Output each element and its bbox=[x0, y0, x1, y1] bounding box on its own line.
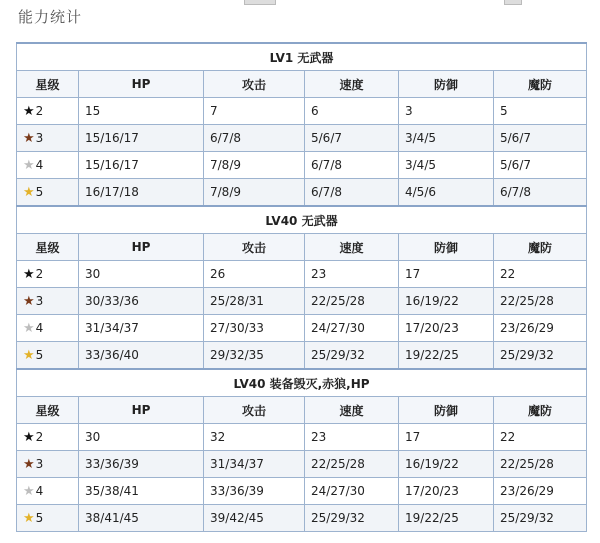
stat-cell-res: 23/26/29 bbox=[494, 315, 587, 342]
stat-cell-spd: 25/29/32 bbox=[305, 505, 399, 532]
stat-cell-hp: 15/16/17 bbox=[79, 125, 204, 152]
page-title: 能力统计 bbox=[18, 8, 83, 26]
column-header: 星级 bbox=[17, 71, 79, 98]
stat-cell-res: 23/26/29 bbox=[494, 478, 587, 505]
stat-cell-spd: 22/25/28 bbox=[305, 451, 399, 478]
top-edge-mark-right bbox=[504, 0, 522, 5]
star-rank-value: 5 bbox=[35, 347, 44, 362]
star-rank-cell bbox=[17, 342, 79, 370]
star-icon: ★ bbox=[23, 157, 35, 173]
star-rank-value: 3 bbox=[35, 130, 44, 145]
stat-cell-spd: 6/7/8 bbox=[305, 179, 399, 207]
column-header: 攻击 bbox=[204, 71, 305, 98]
star-rank-value: 2 bbox=[35, 266, 44, 281]
top-edge-mark-left bbox=[244, 0, 276, 5]
section-header-row bbox=[17, 43, 587, 71]
star-rank-cell bbox=[17, 125, 79, 152]
column-header: 速度 bbox=[305, 397, 399, 424]
column-header: 星级 bbox=[17, 234, 79, 261]
star-rank-cell bbox=[17, 261, 79, 288]
stat-cell-def: 17 bbox=[399, 261, 494, 288]
stat-cell-res: 5/6/7 bbox=[494, 125, 587, 152]
stat-cell-atk: 7/8/9 bbox=[204, 179, 305, 207]
stat-cell-atk: 33/36/39 bbox=[204, 478, 305, 505]
column-header: 防御 bbox=[399, 71, 494, 98]
column-header: 速度 bbox=[305, 71, 399, 98]
stat-cell-res: 6/7/8 bbox=[494, 179, 587, 207]
stat-cell-atk: 6/7/8 bbox=[204, 125, 305, 152]
stat-cell-spd: 5/6/7 bbox=[305, 125, 399, 152]
star-rank-value: 2 bbox=[35, 103, 44, 118]
star-rank-value: 3 bbox=[35, 293, 44, 308]
star-icon: ★ bbox=[23, 266, 35, 282]
column-header: HP bbox=[79, 234, 204, 261]
table-row bbox=[17, 98, 587, 125]
column-header-row bbox=[17, 397, 587, 424]
stat-cell-hp: 38/41/45 bbox=[79, 505, 204, 532]
table-row bbox=[17, 424, 587, 451]
column-header: HP bbox=[79, 71, 204, 98]
column-header: 攻击 bbox=[204, 397, 305, 424]
stat-cell-spd: 24/27/30 bbox=[305, 478, 399, 505]
table-row bbox=[17, 315, 587, 342]
star-rank-value: 2 bbox=[35, 429, 44, 444]
stat-cell-def: 3 bbox=[399, 98, 494, 125]
stat-cell-spd: 6 bbox=[305, 98, 399, 125]
stat-cell-res: 22 bbox=[494, 424, 587, 451]
star-rank-value: 4 bbox=[35, 483, 44, 498]
star-rank-cell bbox=[17, 478, 79, 505]
star-rank-value: 3 bbox=[35, 456, 44, 471]
star-rank-value: 5 bbox=[35, 510, 44, 525]
stat-cell-atk: 27/30/33 bbox=[204, 315, 305, 342]
star-rank-cell bbox=[17, 451, 79, 478]
stat-cell-res: 25/29/32 bbox=[494, 505, 587, 532]
stat-cell-res: 5/6/7 bbox=[494, 152, 587, 179]
stat-cell-hp: 31/34/37 bbox=[79, 315, 204, 342]
star-icon: ★ bbox=[23, 510, 35, 526]
table-row bbox=[17, 261, 587, 288]
table-row bbox=[17, 125, 587, 152]
stat-cell-atk: 25/28/31 bbox=[204, 288, 305, 315]
stat-cell-atk: 31/34/37 bbox=[204, 451, 305, 478]
stat-cell-hp: 15 bbox=[79, 98, 204, 125]
stat-cell-def: 17/20/23 bbox=[399, 315, 494, 342]
stat-cell-def: 3/4/5 bbox=[399, 152, 494, 179]
star-icon: ★ bbox=[23, 130, 35, 146]
stat-cell-hp: 30 bbox=[79, 424, 204, 451]
star-rank-cell bbox=[17, 315, 79, 342]
star-rank-value: 5 bbox=[35, 184, 44, 199]
star-icon: ★ bbox=[23, 456, 35, 472]
star-rank-cell bbox=[17, 179, 79, 207]
stat-cell-atk: 32 bbox=[204, 424, 305, 451]
star-rank-value: 4 bbox=[35, 320, 44, 335]
column-header: 防御 bbox=[399, 397, 494, 424]
stat-cell-atk: 29/32/35 bbox=[204, 342, 305, 370]
stat-cell-hp: 30/33/36 bbox=[79, 288, 204, 315]
stat-cell-spd: 23 bbox=[305, 261, 399, 288]
section-title: LV40 装备毁灭,赤狼,HP bbox=[17, 369, 587, 397]
table-row bbox=[17, 288, 587, 315]
column-header: 魔防 bbox=[494, 234, 587, 261]
stat-cell-res: 22 bbox=[494, 261, 587, 288]
table-row bbox=[17, 478, 587, 505]
stat-cell-spd: 6/7/8 bbox=[305, 152, 399, 179]
star-rank-cell bbox=[17, 424, 79, 451]
section-title: LV1 无武器 bbox=[17, 43, 587, 71]
stat-cell-def: 4/5/6 bbox=[399, 179, 494, 207]
stat-cell-spd: 22/25/28 bbox=[305, 288, 399, 315]
stat-cell-def: 19/22/25 bbox=[399, 505, 494, 532]
table-row bbox=[17, 451, 587, 478]
stat-cell-def: 16/19/22 bbox=[399, 451, 494, 478]
section-header-row bbox=[17, 369, 587, 397]
ability-stats-table bbox=[16, 42, 587, 532]
stat-cell-hp: 35/38/41 bbox=[79, 478, 204, 505]
star-rank-value: 4 bbox=[35, 157, 44, 172]
stat-cell-hp: 33/36/39 bbox=[79, 451, 204, 478]
stat-cell-atk: 39/42/45 bbox=[204, 505, 305, 532]
column-header: 魔防 bbox=[494, 71, 587, 98]
star-icon: ★ bbox=[23, 483, 35, 499]
star-icon: ★ bbox=[23, 293, 35, 309]
stat-cell-def: 17 bbox=[399, 424, 494, 451]
column-header: HP bbox=[79, 397, 204, 424]
stat-cell-spd: 25/29/32 bbox=[305, 342, 399, 370]
stat-cell-res: 22/25/28 bbox=[494, 451, 587, 478]
table-row bbox=[17, 505, 587, 532]
column-header: 速度 bbox=[305, 234, 399, 261]
star-icon: ★ bbox=[23, 429, 35, 445]
column-header: 攻击 bbox=[204, 234, 305, 261]
table-row bbox=[17, 342, 587, 370]
stat-cell-atk: 26 bbox=[204, 261, 305, 288]
column-header-row bbox=[17, 71, 587, 98]
column-header: 防御 bbox=[399, 234, 494, 261]
table-row bbox=[17, 152, 587, 179]
stat-cell-res: 25/29/32 bbox=[494, 342, 587, 370]
stat-cell-hp: 33/36/40 bbox=[79, 342, 204, 370]
star-icon: ★ bbox=[23, 184, 35, 200]
column-header: 星级 bbox=[17, 397, 79, 424]
table-row bbox=[17, 179, 587, 207]
column-header: 魔防 bbox=[494, 397, 587, 424]
star-rank-cell bbox=[17, 288, 79, 315]
star-rank-cell bbox=[17, 98, 79, 125]
stat-cell-atk: 7/8/9 bbox=[204, 152, 305, 179]
stat-cell-hp: 15/16/17 bbox=[79, 152, 204, 179]
star-icon: ★ bbox=[23, 320, 35, 336]
star-icon: ★ bbox=[23, 347, 35, 363]
stat-cell-res: 22/25/28 bbox=[494, 288, 587, 315]
star-rank-cell bbox=[17, 152, 79, 179]
stat-cell-def: 16/19/22 bbox=[399, 288, 494, 315]
section-title: LV40 无武器 bbox=[17, 206, 587, 234]
stat-cell-def: 3/4/5 bbox=[399, 125, 494, 152]
star-icon: ★ bbox=[23, 103, 35, 119]
stat-cell-hp: 16/17/18 bbox=[79, 179, 204, 207]
stat-cell-def: 17/20/23 bbox=[399, 478, 494, 505]
stat-cell-spd: 23 bbox=[305, 424, 399, 451]
section-header-row bbox=[17, 206, 587, 234]
stat-cell-spd: 24/27/30 bbox=[305, 315, 399, 342]
stat-cell-atk: 7 bbox=[204, 98, 305, 125]
column-header-row bbox=[17, 234, 587, 261]
stat-cell-def: 19/22/25 bbox=[399, 342, 494, 370]
stat-cell-res: 5 bbox=[494, 98, 587, 125]
star-rank-cell bbox=[17, 505, 79, 532]
stat-cell-hp: 30 bbox=[79, 261, 204, 288]
